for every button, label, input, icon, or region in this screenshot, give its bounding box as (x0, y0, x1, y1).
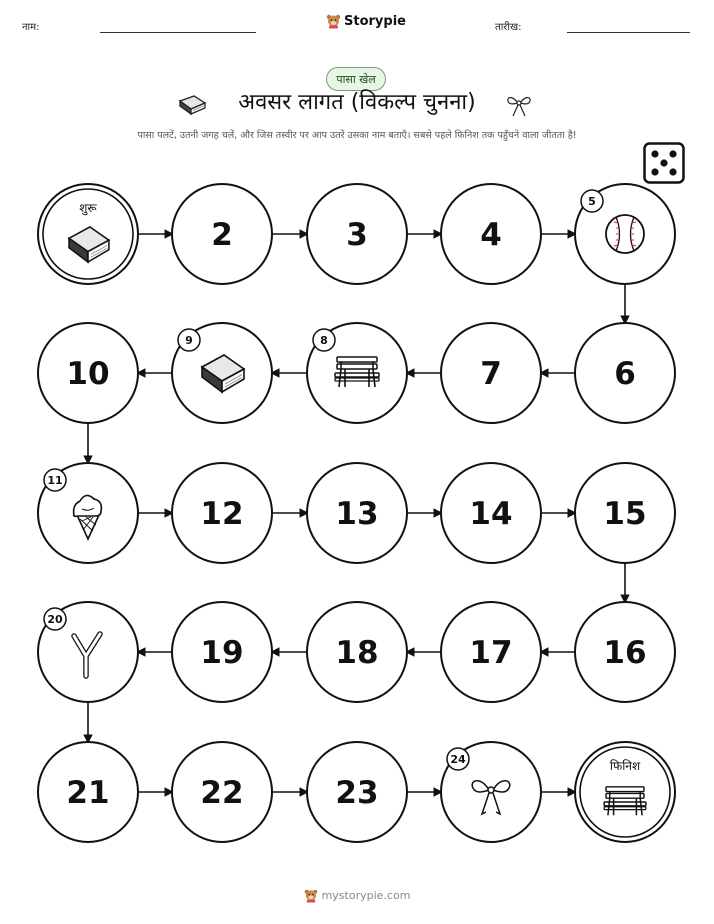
board-cell-18 (307, 602, 407, 702)
board-cell-2 (172, 184, 272, 284)
board-cell-4 (441, 184, 541, 284)
cell-number: 22 (200, 775, 244, 811)
date-label: तारीख: (495, 22, 522, 33)
cell-number: 14 (469, 496, 513, 532)
cell-number: 17 (469, 635, 513, 671)
board-cell-16 (575, 602, 675, 702)
cell-number: 13 (335, 496, 379, 532)
board-cell-25 (575, 742, 675, 842)
cell-number: 10 (66, 356, 110, 392)
cell-number: 9 (185, 334, 193, 347)
cell-number: 8 (320, 334, 328, 347)
finish-label: फिनिश (609, 759, 641, 773)
board-cell-24 (441, 742, 541, 842)
board-cell-15 (575, 463, 675, 563)
cell-number: 3 (346, 217, 368, 253)
board-cell-9 (172, 323, 272, 423)
board-cell-5 (575, 184, 675, 284)
footer-url: mystorypie.com (321, 889, 411, 902)
page-title: अवसर लागत (विकल्प चुनना) (238, 90, 476, 115)
cell-number: 19 (200, 635, 244, 671)
board-cell-8 (307, 323, 407, 423)
board-cell-1 (38, 184, 138, 284)
footer (0, 888, 714, 903)
board-cell-12 (172, 463, 272, 563)
board-cell-22 (172, 742, 272, 842)
board-cell-7 (441, 323, 541, 423)
cell-number: 5 (588, 195, 596, 208)
start-label: शुरू (79, 201, 97, 215)
cell-number: 12 (200, 496, 244, 532)
cell-number: 24 (450, 753, 466, 766)
board-cell-20 (38, 602, 138, 702)
cell-number: 6 (614, 356, 636, 392)
brand-name: Storypie (344, 13, 406, 29)
board-cell-13 (307, 463, 407, 563)
cell-number: 18 (335, 635, 379, 671)
board-cell-6 (575, 323, 675, 423)
cell-number: 21 (66, 775, 110, 811)
cell-number: 23 (335, 775, 379, 811)
cell-number: 4 (480, 217, 502, 253)
instructions: पासा पलटें, उतनी जगह चलें, और जिस तस्वीर पर आप उतरें उसका नाम बताएँ। सबसे पहले फिनिश तक पहुँचने वाला जीतता है! (137, 130, 577, 141)
game-type-badge: पासा खेल (326, 67, 386, 91)
board-cell-3 (307, 184, 407, 284)
cell-number: 7 (480, 356, 502, 392)
cell-number: 20 (47, 613, 63, 626)
cell-number: 16 (603, 635, 647, 671)
cell-number: 2 (211, 217, 233, 253)
bear-icon (304, 888, 318, 903)
board-cell-10 (38, 323, 138, 423)
board-cell-23 (307, 742, 407, 842)
board-cell-17 (441, 602, 541, 702)
board-cell-21 (38, 742, 138, 842)
name-label: नाम: (22, 22, 40, 33)
baseball-icon (606, 215, 644, 253)
cell-number: 11 (47, 474, 63, 487)
cell-number: 15 (603, 496, 647, 532)
board-cell-11 (38, 463, 138, 563)
board-cell-14 (441, 463, 541, 563)
board-cell-19 (172, 602, 272, 702)
